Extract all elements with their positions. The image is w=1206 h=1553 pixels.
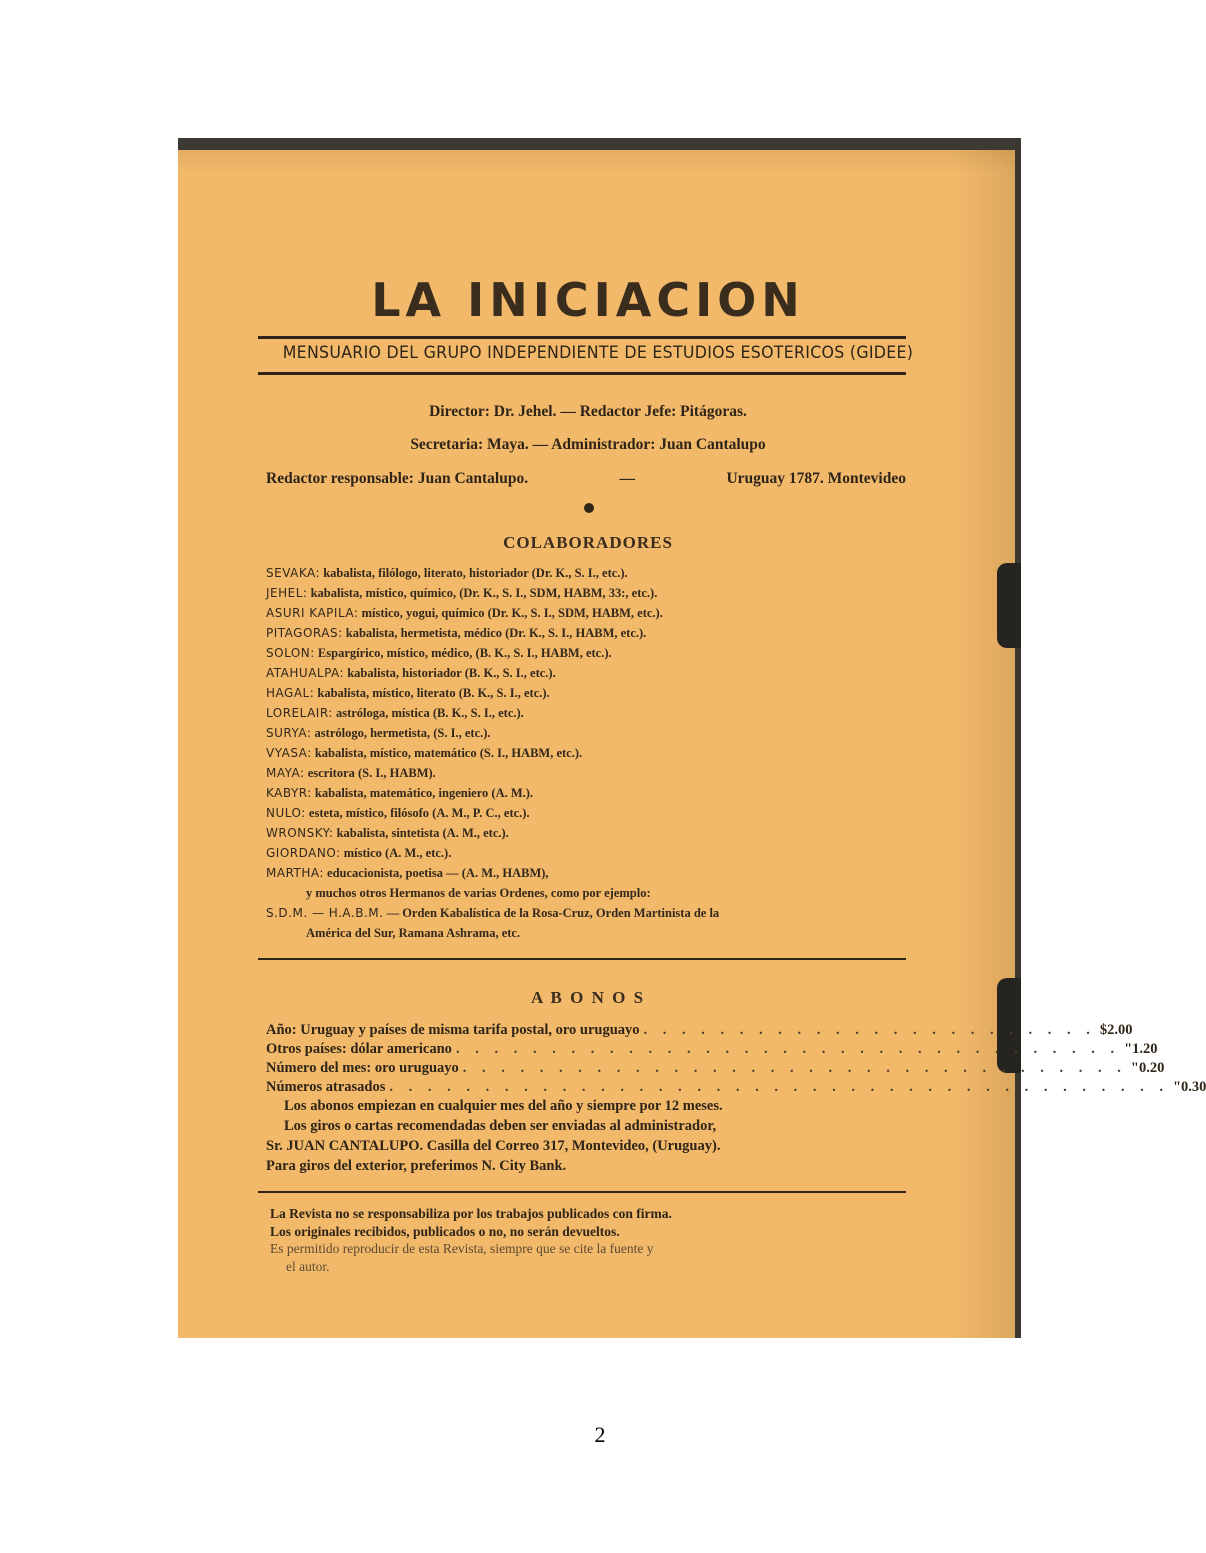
leader-dots: . . . . . . . . . . . . . . . . . . . . . . . . . . . . . . . . . . . bbox=[462, 1060, 1127, 1076]
list-item: NULO: esteta, místico, filósofo (A. M., P. C., etc.). bbox=[266, 806, 530, 820]
disclaimer-line: La Revista no se responsabiliza por los trabajos publicados con firma. bbox=[270, 1206, 672, 1221]
list-item: LORELAIR: astróloga, mística (B. K., S. I., etc.). bbox=[266, 706, 524, 720]
staff-line-responsible bbox=[266, 470, 906, 488]
disclaimer-line: Es permitido reproducir de esta Revista, siempre que se cite la fuente y bbox=[270, 1241, 654, 1256]
abonos-heading: A B O N O S bbox=[530, 988, 646, 1007]
address: Uruguay 1787. Montevideo bbox=[726, 470, 906, 487]
masthead-rule-bottom bbox=[258, 372, 906, 375]
list-item: ATAHUALPA: kabalista, historiador (B. K., S. I., etc.). bbox=[266, 666, 556, 680]
abonos-note: Para giros del exterior, preferimos N. City Bank. bbox=[266, 1158, 567, 1174]
abonos-note: Los abonos empiezan en cualquier mes del año y siempre por 12 meses. bbox=[284, 1098, 723, 1114]
abonos-section bbox=[266, 1022, 1206, 1178]
list-item: JEHEL: kabalista, místico, químico, (Dr. K., S. I., SDM, HABM, 33:, etc.). bbox=[266, 586, 658, 600]
collaborators-list bbox=[266, 566, 916, 946]
list-item: GIORDANO: místico (A. M., etc.). bbox=[266, 846, 452, 860]
masthead-title: LA INICIACION bbox=[371, 273, 805, 327]
collaborators-more: y muchos otros Hermanos de varias Ordenes, como por ejemplo: bbox=[306, 886, 651, 900]
masthead-rule-top bbox=[258, 336, 906, 339]
abonos-note: Sr. JUAN CANTALUPO. Casilla del Correo 317, Montevideo, (Uruguay). bbox=[266, 1138, 721, 1154]
staff-line-director: Director: Dr. Jehel. — Redactor Jefe: Pitágoras. bbox=[429, 403, 747, 420]
list-item: VYASA: kabalista, místico, matemático (S. I., HABM, etc.). bbox=[266, 746, 583, 760]
disclaimer-line: el autor. bbox=[286, 1258, 330, 1274]
leader-dots: . . . . . . . . . . . . . . . . . . . . . . . . bbox=[643, 1022, 1096, 1038]
list-item: SURYA: astrólogo, hermetista, (S. I., etc.). bbox=[266, 726, 491, 740]
section-divider bbox=[258, 958, 906, 960]
leader-dots: . . . . . . . . . . . . . . . . . . . . . . . . . . . . . . . . . . . . . . . . . bbox=[389, 1079, 1169, 1095]
scan-top-edge bbox=[178, 138, 1021, 150]
dash: — bbox=[619, 470, 636, 487]
list-item: SOLON: Espargírico, místico, médico, (B. K., S. I., HABM, etc.). bbox=[266, 646, 612, 660]
disclaimer-line: Los originales recibidos, publicados o no, no serán devueltos. bbox=[270, 1223, 620, 1239]
abonos-note: Los giros o cartas recomendadas deben ser enviadas al administrador, bbox=[284, 1118, 717, 1134]
binder-hole bbox=[997, 563, 1021, 648]
list-item: KABYR: kabalista, matemático, ingeniero (A. M.). bbox=[266, 786, 534, 800]
collaborators-orders: S.D.M. — H.A.B.M. — Orden Kabalística de la Rosa-Cruz, Orden Martinista de la bbox=[266, 906, 720, 920]
list-item: MAYA: escritora (S. I., HABM). bbox=[266, 766, 436, 780]
list-item: MARTHA: educacionista, poetisa — (A. M., HABM), bbox=[266, 866, 549, 880]
scan-right-edge bbox=[1015, 138, 1021, 1338]
table-row: Otros países: dólar americano . . . . . . . . . . . . . . . . . . . . . . . . . . . . . . . . . . . " 1.20 bbox=[266, 1041, 1158, 1057]
staff-line-secretary: Secretaria: Maya. — Administrador: Juan Cantalupo bbox=[410, 436, 766, 453]
collaborators-orders-cont: América del Sur, Ramana Ashrama, etc. bbox=[306, 926, 521, 940]
section-bullet bbox=[584, 503, 594, 513]
table-row: Número del mes: oro uruguayo . . . . . . . . . . . . . . . . . . . . . . . . . . . . . . . . . . . " 0.20 bbox=[266, 1060, 1165, 1076]
masthead-subtitle: MENSUARIO DEL GRUPO INDEPENDIENTE DE ESTUDIOS ESOTERICOS (GIDEE) bbox=[282, 343, 914, 363]
list-item: ASURI KAPILA: místico, yogui, químico (Dr. K., S. I., SDM, HABM, etc.). bbox=[266, 606, 663, 620]
list-item: PITAGORAS: kabalista, hermetista, médico (Dr. K., S. I., HABM, etc.). bbox=[266, 626, 647, 640]
disclaimer bbox=[270, 1206, 920, 1276]
collaborators-heading: COLABORADORES bbox=[503, 533, 673, 552]
list-item: SEVAKA: kabalista, filólogo, literato, historiador (Dr. K., S. I., etc.). bbox=[266, 566, 628, 580]
scanned-page bbox=[178, 138, 1206, 1338]
section-divider bbox=[258, 1191, 906, 1193]
table-row: Números atrasados . . . . . . . . . . . . . . . . . . . . . . . . . . . . . . . . . . . . . . . . . " 0.30 bbox=[266, 1079, 1206, 1095]
list-item: WRONSKY: kabalista, sintetista (A. M., etc.). bbox=[266, 826, 509, 840]
responsible-editor: Redactor responsable: Juan Cantalupo. bbox=[266, 470, 529, 487]
list-item: HAGAL: kabalista, místico, literato (B. K., S. I., etc.). bbox=[266, 686, 550, 700]
leader-dots: . . . . . . . . . . . . . . . . . . . . . . . . . . . . . . . . . . . bbox=[455, 1041, 1121, 1057]
page-number: 2 bbox=[594, 1422, 606, 1447]
table-row: Año: Uruguay y países de misma tarifa postal, oro uruguayo . . . . . . . . . . . . . . . . . . . . . . . . $ 2.00 bbox=[266, 1022, 1133, 1038]
